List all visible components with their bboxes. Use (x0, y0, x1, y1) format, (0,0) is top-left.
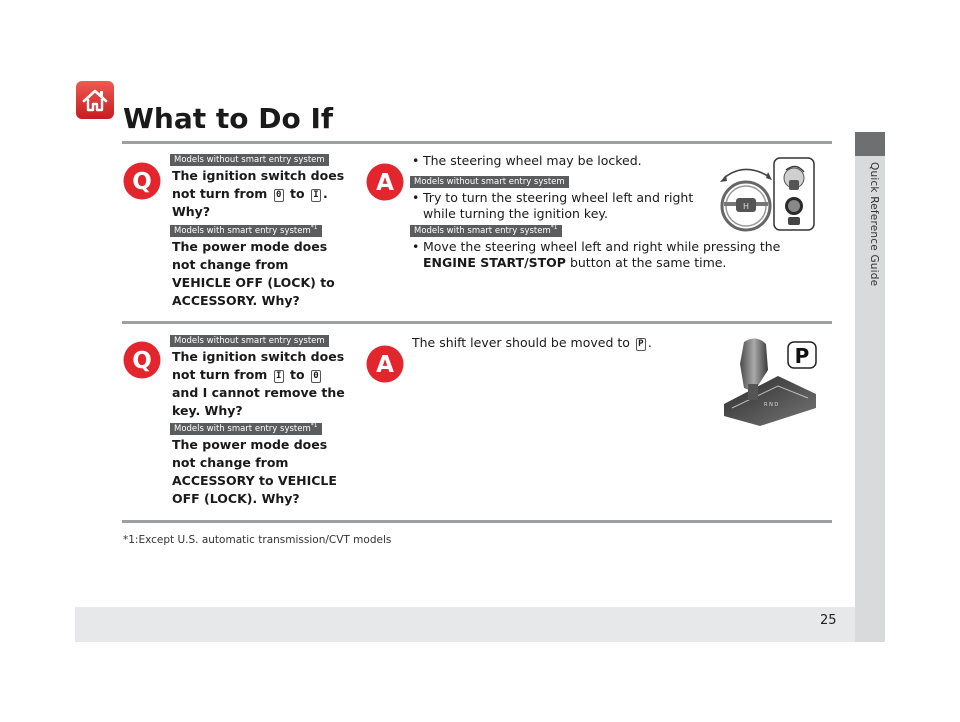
tag-with-smart-entry: Models with smart entry system$^{*1}$ (410, 225, 562, 237)
ignition-key-0-icon: 0 (274, 189, 284, 202)
gear-p-key-icon: P (636, 338, 646, 351)
footnote: *1:Except U.S. automatic transmission/CVT models (123, 534, 392, 546)
tag-without-smart-entry: Models without smart entry system (170, 154, 329, 166)
question-1-without: The ignition switch does not turn from 0 to I . Why? (172, 168, 345, 219)
svg-text:R N D: R N D (764, 402, 779, 408)
ignition-key-0-icon: 0 (311, 370, 321, 383)
gear-p-label: P (794, 344, 810, 368)
page-title: What to Do If (123, 102, 334, 135)
question-2-without: The ignition switch does not turn from I to 0 and I cannot remove the key. Why? (172, 349, 345, 418)
home-icon[interactable] (75, 80, 115, 120)
ignition-key-I-icon: I (274, 370, 284, 383)
svg-text:Q: Q (132, 169, 152, 195)
answer-2-text: The shift lever should be moved to P . (412, 335, 652, 350)
svg-text:A: A (376, 352, 394, 378)
answer-1-line-2: • Try to turn the steering wheel left and right while turning the ignition key. (412, 190, 694, 221)
answer-badge-icon (366, 163, 404, 201)
section-divider (122, 321, 832, 324)
title-rule (122, 141, 832, 144)
question-2-with: The power mode does not change from ACCESSORY to VEHICLE OFF (LOCK). Why? (172, 437, 337, 506)
sidebar-tab-marker (855, 132, 885, 156)
page-number: 25 (820, 613, 837, 628)
steering-wheel-illustration (716, 156, 816, 232)
ignition-key-I-icon: I (311, 189, 321, 202)
tag-with-smart-entry: Models with smart entry system$^{*1}$ (170, 225, 322, 237)
svg-text:A: A (376, 170, 394, 196)
sidebar-label[interactable]: Quick Reference Guide (868, 162, 880, 287)
tag-with-smart-entry: Models with smart entry system$^{*1}$ (170, 423, 322, 435)
svg-text:H: H (742, 202, 750, 211)
svg-text:Q: Q (132, 348, 152, 374)
tag-without-smart-entry: Models without smart entry system (410, 176, 569, 188)
answer-1-line-3: • Move the steering wheel left and right while pressing the ENGINE START/STOP button at the same time. (412, 239, 781, 270)
question-1-with: The power mode does not change from VEHICLE OFF (LOCK) to ACCESSORY. Why? (172, 239, 335, 308)
shift-lever-illustration (722, 336, 818, 426)
footer-band (75, 607, 855, 642)
section-divider (122, 520, 832, 523)
answer-badge-icon (366, 345, 404, 383)
tag-without-smart-entry: Models without smart entry system (170, 335, 329, 347)
answer-1-line-1: • The steering wheel may be locked. (412, 153, 642, 168)
question-badge-icon (123, 162, 161, 200)
question-badge-icon (123, 341, 161, 379)
